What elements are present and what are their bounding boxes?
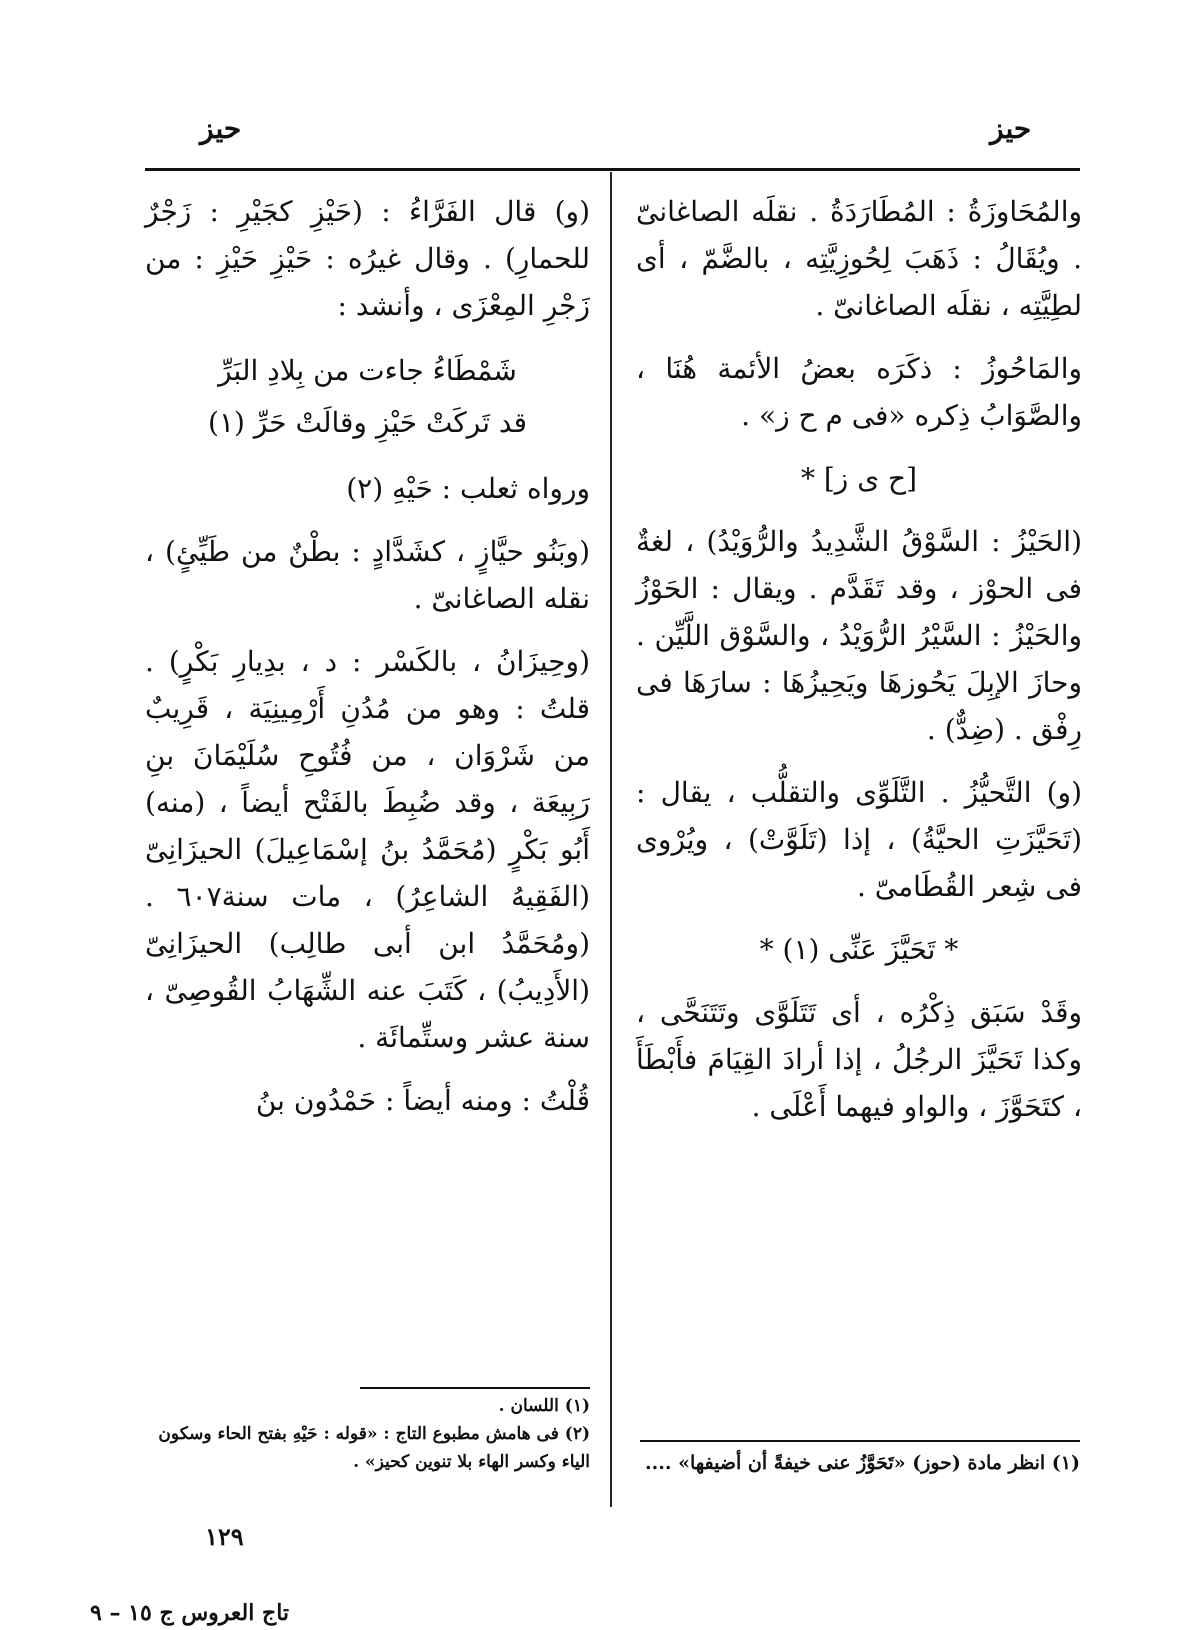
entry-heading: [ح ى ز] *	[800, 462, 918, 495]
column-divider	[610, 172, 612, 1507]
signature-line: تاج العروس ج ١٥ – ٩	[90, 1600, 290, 1626]
header-rule	[145, 168, 1080, 171]
footnotes-left	[145, 1392, 590, 1476]
right-column	[636, 188, 1082, 1146]
footnote: (٢) فى هامش مطبوع التاج : «قوله : حَيْهِ بفتح الحاء وسكون الياء وكسر الهاء بلا تنوين كحيز» .	[158, 1424, 590, 1472]
verse	[145, 345, 590, 449]
footnote: (١) انظر مادة (حوز) «تَحَوَّزُ عنى خيفةً أن أضيفها» ....	[645, 1452, 1080, 1474]
paragraph: (وحِيزَانُ ، بالكَسْر : د ، بدِيارِ بَكْرٍ) . قلتُ : وهو من مُدُنِ أَرْمِينِيَة ، قَرِيبٌ من شَرْوَان ، من فُتُوحِ سُلَيْمَانَ بنِ رَبِيعَة ، وقد ضُبِطَ بالفَتْح أيضاً ، (منه) أَبُو بَكْرٍ (مُحَمَّدُ بنُ إسْمَاعِيلَ) الحيزَانِىّ (الفَقِيهُ الشاعِرُ) ، مات سنة٦٠٧ . (ومُحَمَّدُ ابن أبى طالِب) الحيزَانِىّ (الأَدِيبُ) ، كَتَبَ عنه الشِّهَابُ القُوصِىّ ، سنة عشر وستِّمائَة .	[145, 645, 590, 1054]
footnote: (١) اللسان .	[498, 1396, 590, 1416]
verse-line: شَمْطَاءُ جاءت من بِلادِ البَرِّ	[218, 354, 517, 387]
paragraph: (الحَيْزُ : السَّوْقُ الشَّدِيدُ والرُّوَيْدُ) ، لغةٌ فى الحوْز ، وقد تَقَدَّم . ويقال : الحَوْزُ والحَيْزُ : السَّيْرُ الرُّوَيْدُ ، والسَّوْق اللَّيِّن . وحازَ الإبِلَ يَحُوزهَا ويَحِيزُهَا : سارَهَا فى رِفْق . (ضِدٌّ) .	[636, 525, 1082, 746]
sub-heading: * تَحَيَّزَ عَنِّى (١) *	[759, 933, 959, 966]
paragraph: والمُحَاوزَةُ : المُطَارَدَةُ . نقلَه الصاغانىّ . ويُقَالُ : ذَهَبَ لِحُوزِيَّتِه ، بالضَّمّ ، أى لطِيَّتِه ، نقلَه الصاغانىّ .	[636, 195, 1082, 322]
left-column	[145, 188, 590, 1140]
paragraph: والمَاحُوزُ : ذكَرَه بعضُ الأئمة هُنَا ، والصَّوَابُ ذِكره «فى م ح ز» .	[636, 352, 1082, 432]
running-head-left: حيز	[200, 112, 242, 145]
footnotes-right	[640, 1448, 1080, 1479]
paragraph: وقَدْ سَبَق ذِكْرُه ، أى تَتَلَوَّى وتَتَنَحَّى ، وكذا تَحَيَّزَ الرجُلُ ، إذا أرادَ القِيَامَ فأَبْطَأَ ، كتَحَوَّزَ ، والواو فيهما أَعْلَى .	[636, 996, 1082, 1123]
paragraph: قُلْتُ : ومنه أيضاً : حَمْدُون بنُ	[255, 1084, 590, 1117]
footnote-rule-left	[360, 1387, 590, 1389]
paragraph: ورواه ثعلب : حَيْهِ (٢)	[346, 472, 590, 505]
verse-line: قد تَركَتْ حَيْزِ وقالَتْ حَرِّ (١)	[208, 406, 527, 439]
running-head-right: حيز	[990, 112, 1032, 145]
paragraph: (و) التَّحيُّزُ . التَّلَوِّى والتقلُّب ، يقال : (تَحَيَّزَتِ الحيَّةُ) ، إذا (تَلَوَّتْ) ، ويُرْوى فى شِعر القُطَامىّ .	[636, 776, 1082, 903]
page-number: ١٢٩	[205, 1522, 244, 1551]
paragraph: (و) قال الفَرَّاءُ : (حَيْزِ كجَيْرِ : زَجْرٌ للحمارِ) . وقال غيرُه : حَيْزِ حَيْزِ : من زَجْرِ المِعْزَى ، وأنشد :	[145, 195, 590, 322]
footnote-rule-right	[640, 1440, 1080, 1442]
paragraph: (وبَنُو حيَّازٍ ، كشَدَّادٍ : بطْنٌ من طَيِّئٍ) ، نقله الصاغانىّ .	[145, 535, 590, 615]
